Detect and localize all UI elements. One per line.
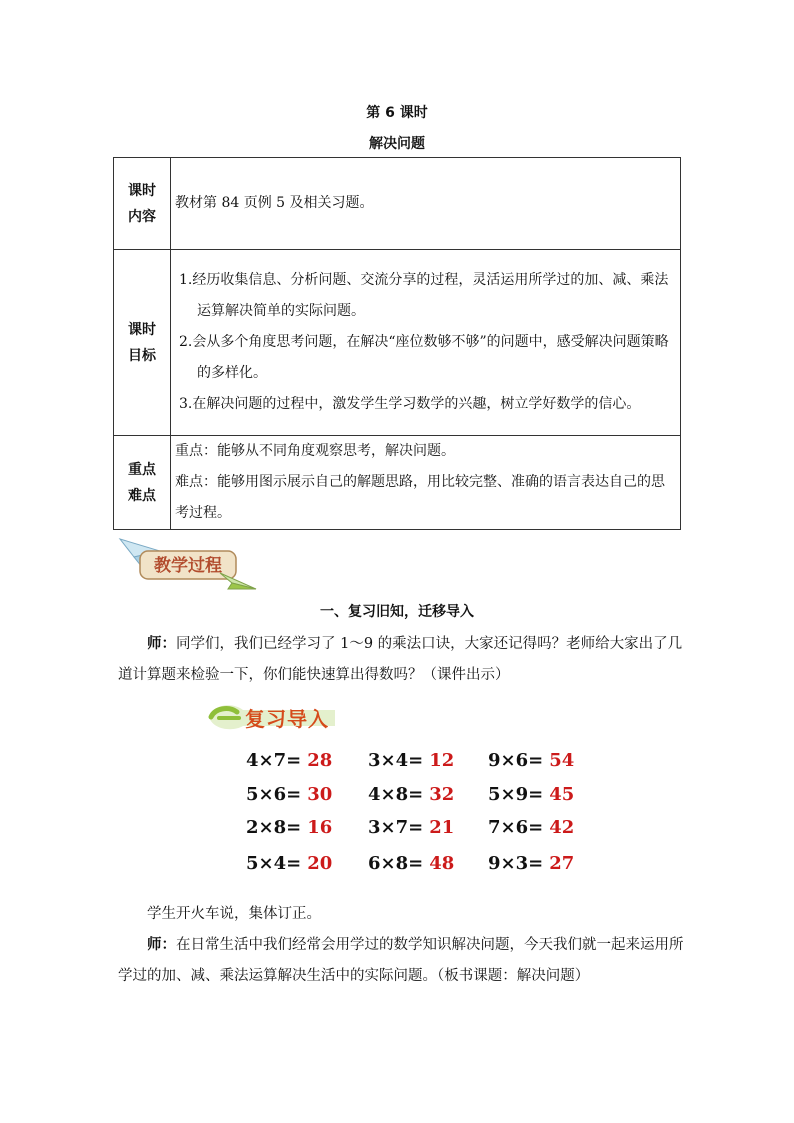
equation bbox=[246, 817, 332, 838]
intro-text: 同学们，我们已经学习了 1～9 的乘法口诀，大家还记得吗？老师给大家出了几道计算题来检验一下，你们能快速算出得数吗？（课件出示） bbox=[118, 636, 683, 683]
review-label: 复习导入 bbox=[245, 707, 329, 731]
content-label-line2: 内容 bbox=[128, 208, 156, 225]
equation-answer: 30 bbox=[307, 784, 333, 805]
goal-item: 2.会从多个角度思考问题，在解决“座位数够不够”的问题中，感受解决问题策略的多样化。 bbox=[179, 334, 669, 381]
focus-label-line1: 重点 bbox=[128, 461, 156, 478]
closing-text: 在日常生活中我们经常会用学过的数学知识解决问题，今天我们就一起来运用所学过的加、减、乘法运算解决生活中的实际问题。（板书课题：解决问题） bbox=[118, 937, 684, 984]
difficulty-text: 难点：能够用图示展示自己的解题思路，用比较完整、准确的语言表达自己的思考过程。 bbox=[175, 474, 665, 521]
equation-question: 5×4= bbox=[246, 853, 302, 874]
content-cell bbox=[171, 158, 681, 250]
equation-question: 4×8= bbox=[368, 784, 424, 805]
equation-question: 3×7= bbox=[368, 817, 424, 838]
equation bbox=[368, 853, 454, 874]
focus-label-cell bbox=[114, 436, 171, 530]
equation bbox=[246, 750, 332, 771]
equation-answer: 21 bbox=[429, 817, 455, 838]
table-row-goals bbox=[114, 250, 681, 436]
table-row-focus bbox=[114, 436, 681, 530]
equation-answer: 27 bbox=[549, 853, 575, 874]
equation-answer: 20 bbox=[307, 853, 333, 874]
speaker-label: 师： bbox=[147, 635, 176, 652]
equation-answer: 32 bbox=[429, 784, 455, 805]
equation-question: 2×8= bbox=[246, 817, 302, 838]
equation-question: 9×3= bbox=[488, 853, 544, 874]
equation-question: 5×6= bbox=[246, 784, 302, 805]
students-paragraph bbox=[118, 899, 684, 930]
section-heading: 一、复习旧知，迁移导入 bbox=[320, 604, 474, 620]
content-label-line1: 课时 bbox=[128, 182, 156, 199]
content-text: 教材第 84 页例 5 及相关习题。 bbox=[175, 195, 374, 211]
equation bbox=[488, 750, 574, 771]
table-row-content bbox=[114, 158, 681, 250]
teaching-process-banner bbox=[118, 537, 258, 591]
goals-cell bbox=[171, 250, 681, 436]
equation-answer: 16 bbox=[307, 817, 333, 838]
intro-paragraph bbox=[118, 628, 684, 691]
speaker-label: 师： bbox=[147, 936, 176, 953]
equation-answer: 54 bbox=[549, 750, 575, 771]
equation-question: 5×9= bbox=[488, 784, 544, 805]
goals-label-line1: 课时 bbox=[128, 321, 156, 338]
equation bbox=[368, 817, 454, 838]
equation-question: 9×6= bbox=[488, 750, 544, 771]
equation-answer: 28 bbox=[307, 750, 333, 771]
equation bbox=[488, 817, 574, 838]
focus-cell bbox=[171, 436, 681, 530]
equation-question: 3×4= bbox=[368, 750, 424, 771]
equation bbox=[488, 853, 574, 874]
equation bbox=[368, 784, 454, 805]
equation bbox=[368, 750, 454, 771]
focus-label-line2: 难点 bbox=[128, 487, 156, 504]
content-label-cell bbox=[114, 158, 171, 250]
banner-label: 教学过程 bbox=[154, 556, 222, 576]
equation-answer: 12 bbox=[429, 750, 455, 771]
goals-label-line2: 目标 bbox=[128, 347, 156, 364]
lesson-number: 第 6 课时 bbox=[366, 105, 428, 121]
lesson-title: 解决问题 bbox=[369, 136, 425, 152]
closing-paragraph bbox=[118, 929, 684, 992]
equation-question: 6×8= bbox=[368, 853, 424, 874]
lesson-info-table bbox=[113, 157, 681, 530]
equation-question: 7×6= bbox=[488, 817, 544, 838]
goal-item: 1.经历收集信息、分析问题、交流分享的过程，灵活运用所学过的加、减、乘法运算解决简单的实际问题。 bbox=[179, 272, 669, 319]
equation-answer: 45 bbox=[549, 784, 575, 805]
goal-item: 3.在解决问题的过程中，激发学生学习数学的兴趣，树立学好数学的信心。 bbox=[179, 396, 641, 412]
equation-answer: 42 bbox=[549, 817, 575, 838]
equation bbox=[488, 784, 574, 805]
equation-answer: 48 bbox=[429, 853, 455, 874]
equation-question: 4×7= bbox=[246, 750, 302, 771]
paper-plane-icon bbox=[220, 573, 256, 589]
key-point-text: 重点：能够从不同角度观察思考，解决问题。 bbox=[175, 443, 455, 459]
equation bbox=[246, 784, 332, 805]
equation bbox=[246, 853, 332, 874]
students-text: 学生开火车说，集体订正。 bbox=[147, 906, 321, 922]
goals-label-cell bbox=[114, 250, 171, 436]
